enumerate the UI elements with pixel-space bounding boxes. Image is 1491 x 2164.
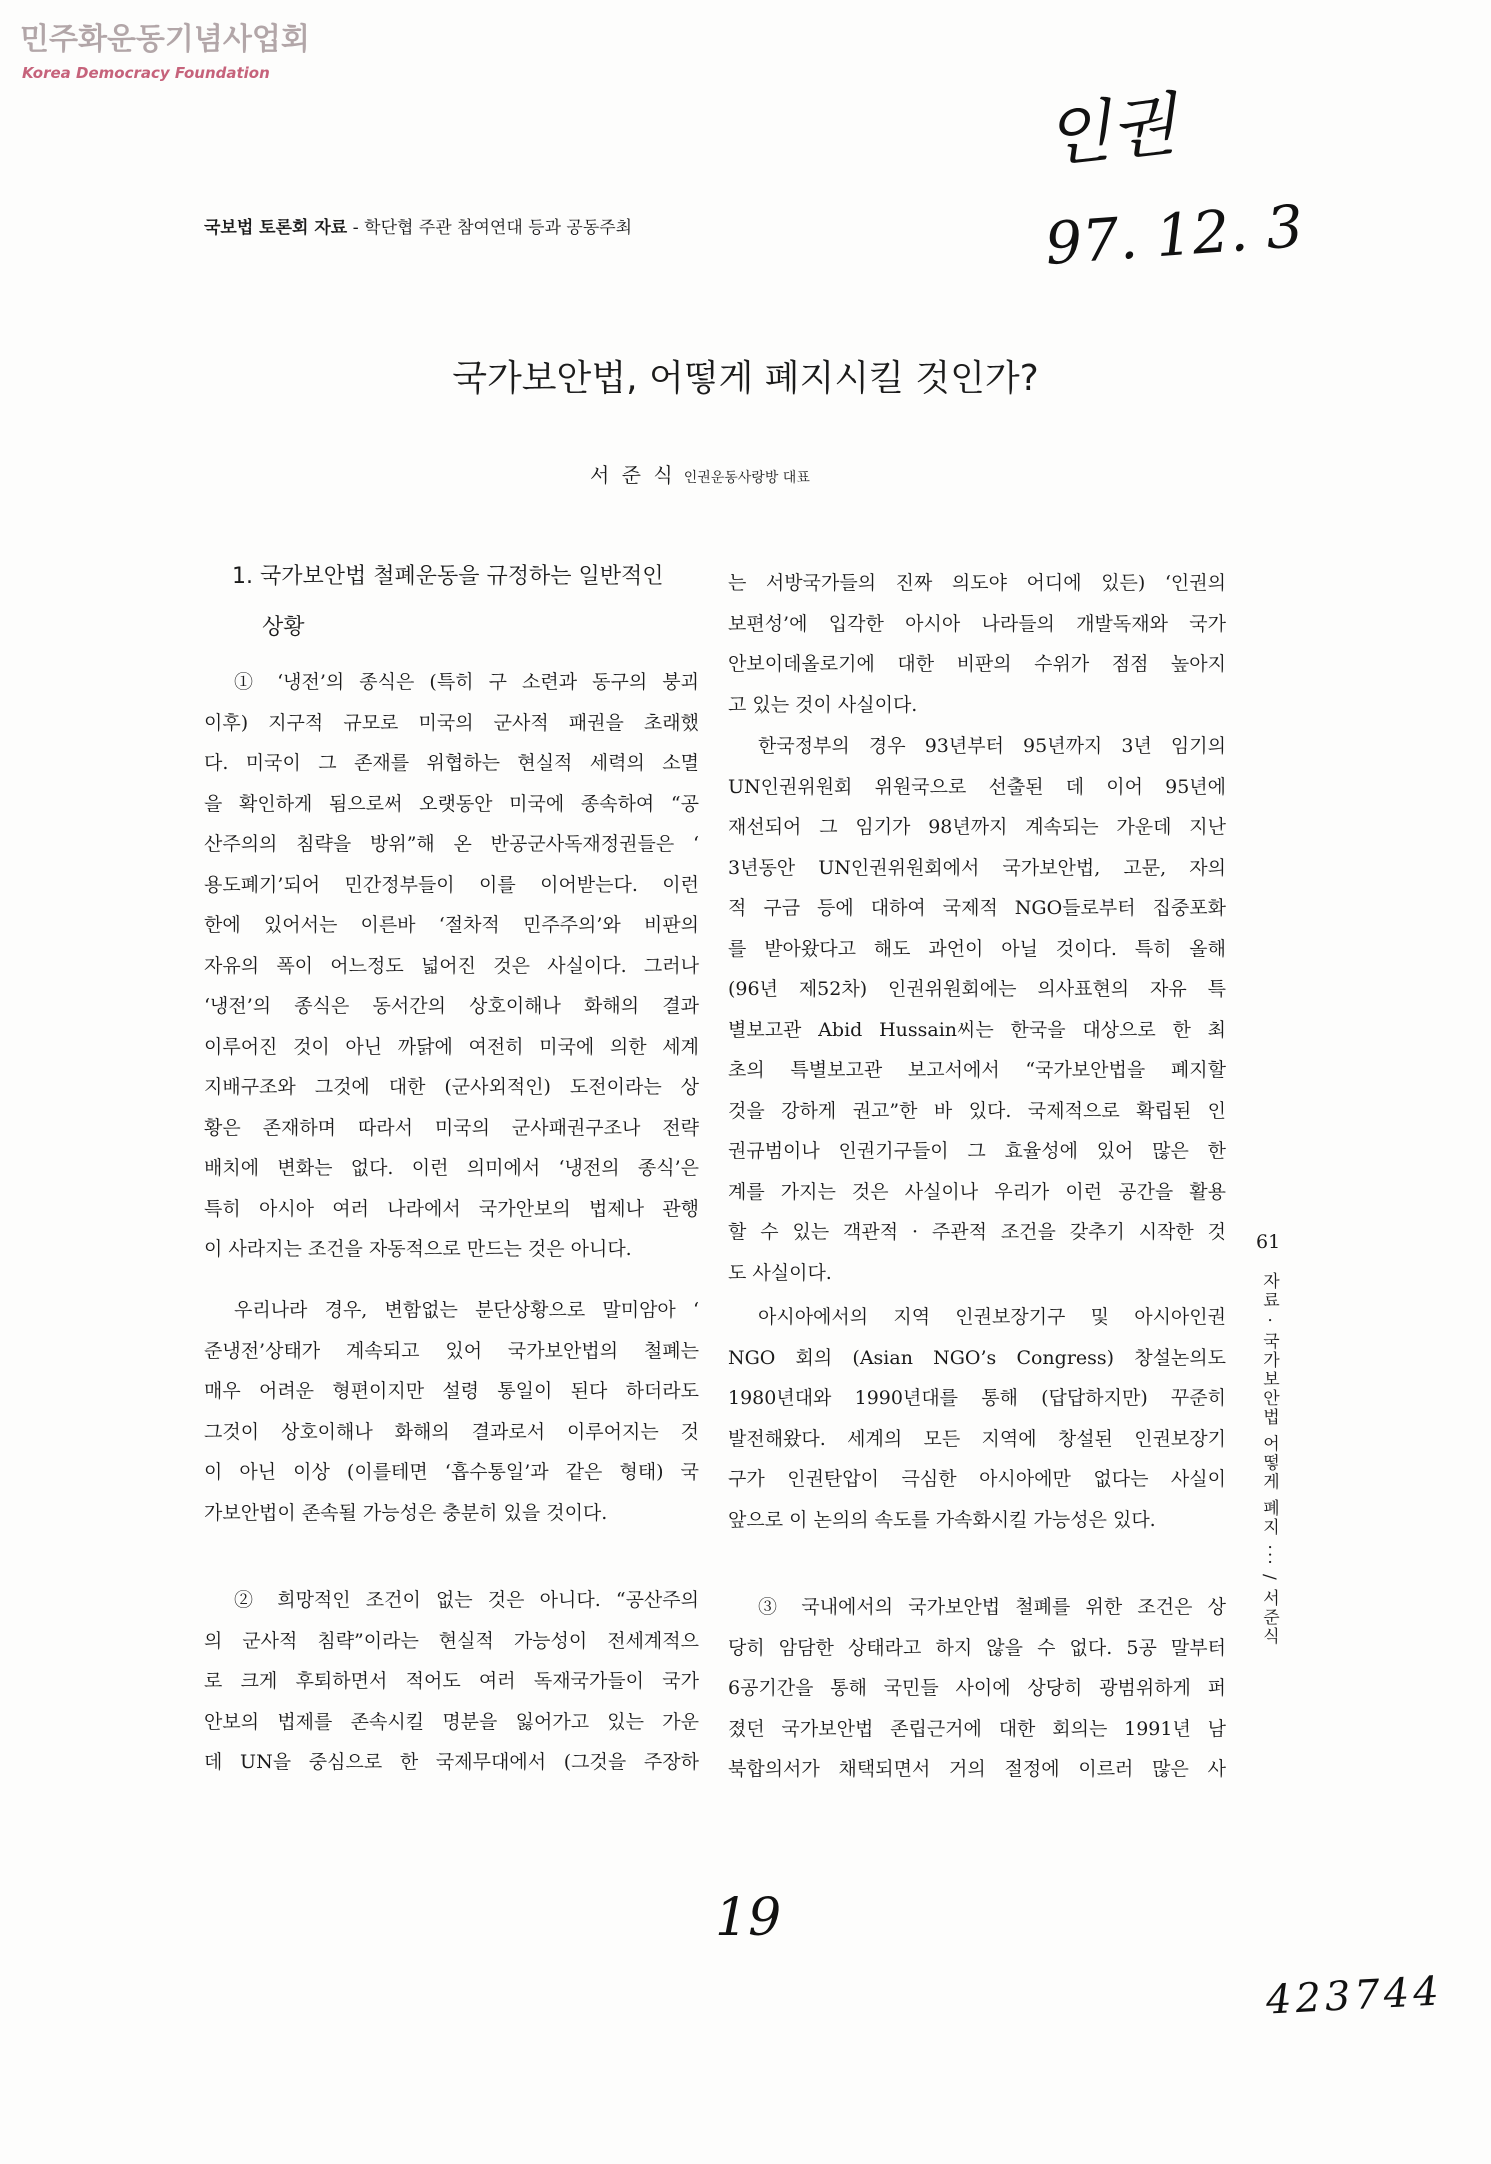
text-line: 안보의 법제를 존속시킬 명분을 잃어가고 있는 가운 bbox=[204, 1710, 699, 1733]
text-line: 매우 어려운 형편이지만 설령 통일이 된다 하더라도 bbox=[204, 1380, 699, 1402]
text-line: 는 서방국가들의 진짜 의도야 어디에 있든) ‘인권의 bbox=[728, 572, 1226, 594]
author-affiliation: 인권운동사랑방 대표 bbox=[683, 470, 810, 486]
page-title: 국가보안법, 어떻게 폐지시킬 것인가? bbox=[452, 358, 1039, 399]
text-line: 앞으로 이 논의의 속도를 가속화시킬 가능성은 있다. bbox=[728, 1508, 1156, 1531]
section-heading bbox=[232, 551, 702, 653]
text-line: 재선되어 그 임기가 98년까지 계속되는 가운데 지난 bbox=[728, 816, 1226, 838]
text-line: 안보이데올로기에 대한 비판의 수위가 점점 높아지 bbox=[728, 653, 1226, 675]
text-line: ‘냉전’의 종식은 동서간의 상호이해나 화해의 결과 bbox=[204, 995, 699, 1017]
text-line: 그것이 상호이해나 화해의 결과로서 이루어지는 것 bbox=[204, 1420, 699, 1443]
text-line: 아시아에서의 지역 인권보장기구 및 아시아인권 bbox=[758, 1306, 1226, 1328]
paragraph bbox=[728, 563, 1226, 725]
text-line: 북합의서가 채택되면서 거의 절정에 이르러 많은 사 bbox=[728, 1758, 1226, 1780]
text-line: 산주의의 침략을 방위”해 온 반공군사독재정권들은 ‘ bbox=[204, 833, 699, 855]
text-line: 도 사실이다. bbox=[728, 1261, 832, 1284]
running-title: 자료 · 국가보안법 어떻게 폐지 ··· / 서준식 bbox=[1259, 1272, 1279, 1647]
text-line: 구가 인권탄압이 극심한 아시아에만 없다는 사실이 bbox=[728, 1468, 1226, 1490]
text-line: 자유의 폭이 어느정도 넓어진 것은 사실이다. 그러나 bbox=[204, 954, 699, 977]
author-name: 서 준 식 bbox=[590, 463, 676, 487]
header-note-label: 국보법 토론회 자료 bbox=[204, 218, 348, 238]
text-line: 권규범이나 인권기구들이 그 효율성에 있어 많은 한 bbox=[728, 1140, 1226, 1162]
text-line: 별보고관 Abid Hussain씨는 한국을 대상으로 한 최 bbox=[728, 1018, 1226, 1041]
text-line: 다. 미국이 그 존재를 위협하는 현실적 세력의 소멸 bbox=[204, 752, 699, 774]
section-heading-line: 상황 bbox=[262, 615, 305, 640]
handwritten-archive-number: 423744 bbox=[1264, 1968, 1444, 2024]
text-line: 졌던 국가보안법 존립근거에 대한 회의는 1991년 남 bbox=[728, 1717, 1226, 1740]
text-line: 를 받아왔다고 해도 과언이 아닐 것이다. 특히 올해 bbox=[728, 937, 1226, 960]
text-line: 1980년대와 1990년대를 통해 (답답하지만) 꾸준히 bbox=[728, 1387, 1226, 1409]
text-line: 발전해왔다. 세계의 모든 지역에 창설된 인권보장기 bbox=[728, 1427, 1226, 1450]
text-line: 한에 있어서는 이른바 ‘절차적 민주주의’와 비판의 bbox=[204, 914, 699, 936]
author-line bbox=[590, 460, 810, 493]
text-line: 이후) 지구적 규모로 미국의 군사적 패권을 초래했 bbox=[204, 711, 699, 734]
header-note bbox=[204, 215, 632, 241]
text-line: 이 사라지는 조건을 자동적으로 만드는 것은 아니다. bbox=[204, 1238, 632, 1260]
header-note-text: - 학단협 주관 참여연대 등과 공동주최 bbox=[352, 218, 633, 238]
text-line: 한국정부의 경우 93년부터 95년까지 3년 임기의 bbox=[758, 735, 1226, 757]
paragraph bbox=[204, 662, 699, 1270]
paragraph bbox=[728, 1587, 1226, 1790]
text-line: 데 UN을 중심으로 한 국제무대에서 (그것을 주장하 bbox=[204, 1751, 699, 1773]
text-line: 준냉전’상태가 계속되고 있어 국가보안법의 철폐는 bbox=[204, 1339, 699, 1362]
text-line: NGO 회의 (Asian NGO’s Congress) 창설논의도 bbox=[728, 1346, 1226, 1369]
section-heading-line: 1. 국가보안법 철폐운동을 규정하는 일반적인 bbox=[232, 564, 664, 589]
text-line: ③ 국내에서의 국가보안법 철폐를 위한 조건은 상 bbox=[758, 1596, 1226, 1618]
text-line: 보편성’에 입각한 아시아 나라들의 개발독재와 국가 bbox=[728, 612, 1226, 635]
text-line: 적 구금 등에 대하여 국제적 NGO들로부터 집중포화 bbox=[728, 897, 1226, 919]
text-line: 이 아닌 이상 (이를테면 ‘흡수통일’과 같은 형태) 국 bbox=[204, 1461, 699, 1483]
text-line: 로 크게 후퇴하면서 적어도 여러 독재국가들이 국가 bbox=[204, 1670, 699, 1692]
text-line: 특히 아시아 여러 나라에서 국가안보의 법제나 관행 bbox=[204, 1197, 699, 1220]
text-line: 의 군사적 침략”이라는 현실적 가능성이 전세계적으 bbox=[204, 1629, 699, 1652]
text-line: (96년 제52차) 인권위원회에는 의사표현의 자유 특 bbox=[728, 978, 1226, 1000]
text-line: 할 수 있는 객관적 · 주관적 조건을 갖추기 시작한 것 bbox=[728, 1221, 1226, 1243]
handwritten-page-number: 19 bbox=[715, 1888, 782, 1948]
paragraph bbox=[728, 726, 1226, 1293]
text-line: 황은 존재하며 따라서 미국의 군사패권구조나 전략 bbox=[204, 1116, 699, 1139]
text-line: 가보안법이 존속될 가능성은 충분히 있을 것이다. bbox=[204, 1501, 608, 1524]
paragraph bbox=[728, 1297, 1226, 1540]
handwritten-note-date: 97. 12. 3 bbox=[1042, 192, 1306, 278]
handwritten-note-category: 인권 bbox=[1041, 85, 1181, 178]
watermark-logo-korean: 민주화운동기념사업회 bbox=[20, 22, 310, 57]
text-line: 용도폐기’되어 민간정부들이 이를 이어받는다. 이런 bbox=[204, 873, 699, 896]
text-line: 고 있는 것이 사실이다. bbox=[728, 693, 918, 716]
text-line: 당히 암담한 상태라고 하지 않을 수 없다. 5공 말부터 bbox=[728, 1636, 1226, 1659]
text-line: 초의 특별보고관 보고서에서 “국가보안법을 폐지할 bbox=[728, 1059, 1226, 1081]
watermark-logo-english: Korea Democracy Foundation bbox=[22, 64, 270, 82]
text-line: 이루어진 것이 아닌 까닭에 여전히 미국에 의한 세계 bbox=[204, 1035, 699, 1058]
text-line: ② 희망적인 조건이 없는 것은 아니다. “공산주의 bbox=[234, 1589, 699, 1611]
text-line: ① ‘냉전’의 종식은 (특히 구 소련과 동구의 붕괴 bbox=[234, 671, 699, 693]
paragraph bbox=[204, 1580, 699, 1783]
paragraph bbox=[204, 1290, 699, 1533]
text-line: 을 확인하게 됨으로써 오랫동안 미국에 종속하여 “공 bbox=[204, 792, 699, 815]
margin-page-number: 61 bbox=[1256, 1231, 1281, 1253]
text-line: 배치에 변화는 없다. 이런 의미에서 ‘냉전의 종식’은 bbox=[204, 1157, 699, 1179]
text-line: 6공기간을 통해 국민들 사이에 상당히 광범위하게 퍼 bbox=[728, 1677, 1226, 1699]
text-line: 것을 강하게 권고”한 바 있다. 국제적으로 확립된 인 bbox=[728, 1099, 1226, 1122]
text-line: 지배구조와 그것에 대한 (군사외적인) 도전이라는 상 bbox=[204, 1076, 699, 1098]
text-line: 3년동안 UN인권위원회에서 국가보안법, 고문, 자의 bbox=[728, 856, 1226, 879]
text-line: UN인권위원회 위원국으로 선출된 데 이어 95년에 bbox=[728, 775, 1226, 798]
text-line: 계를 가지는 것은 사실이나 우리가 이런 공간을 활용 bbox=[728, 1180, 1226, 1203]
text-line: 우리나라 경우, 변함없는 분단상황으로 말미암아 ‘ bbox=[234, 1299, 699, 1321]
